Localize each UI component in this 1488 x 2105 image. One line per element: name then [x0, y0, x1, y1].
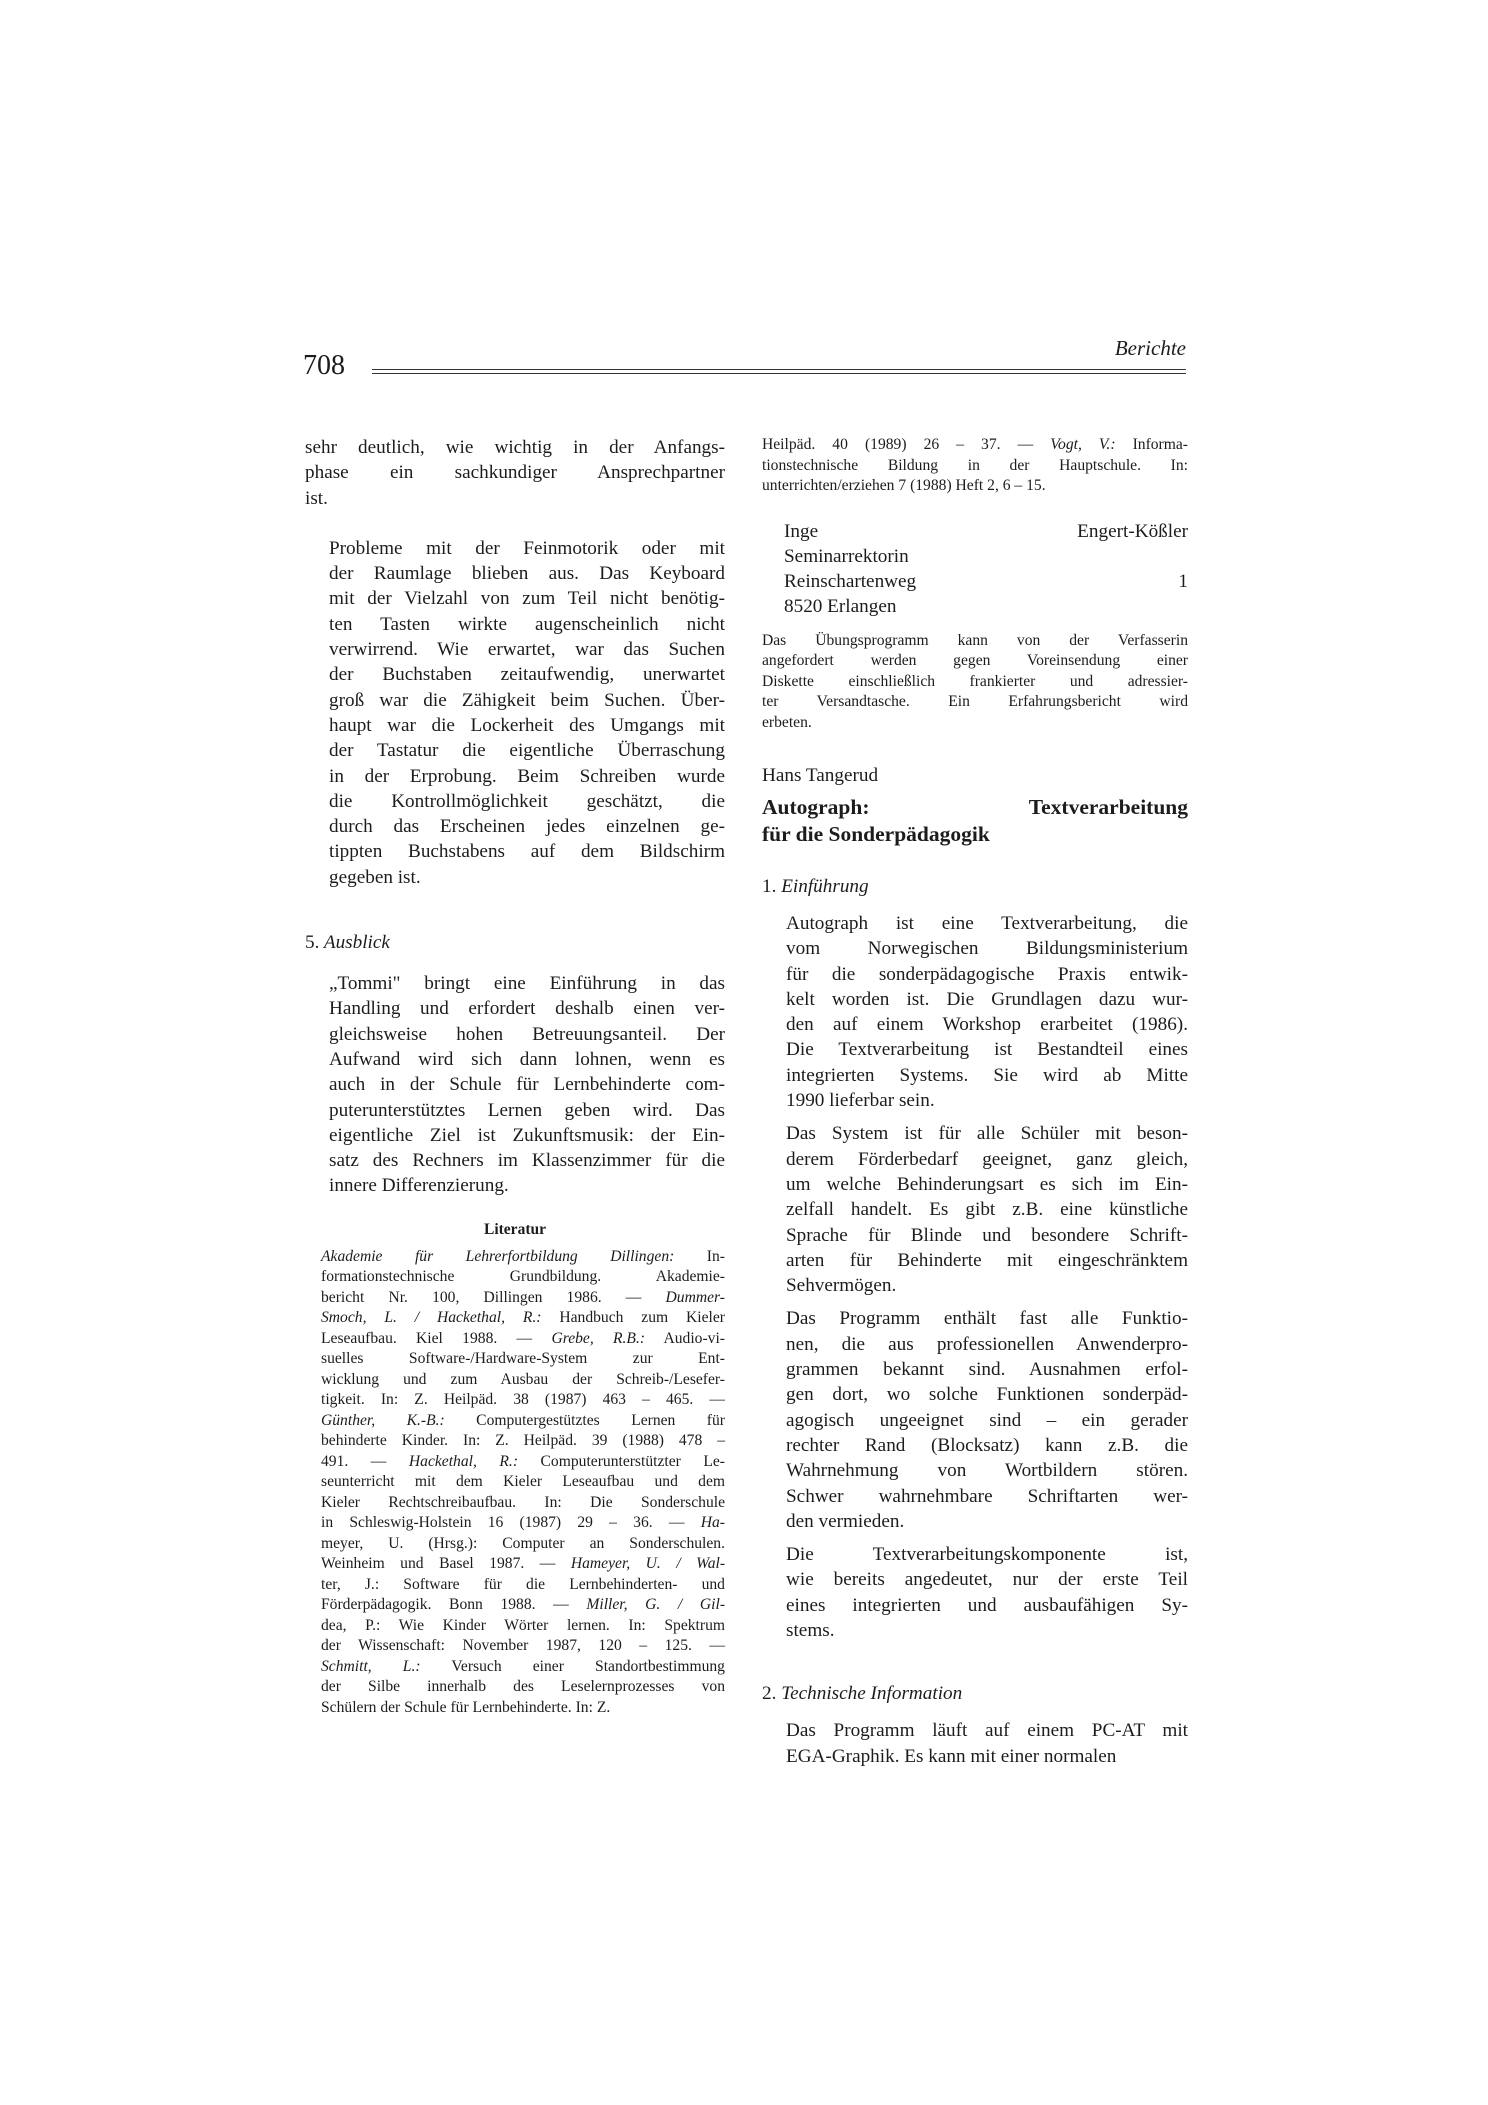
citation-text: Computerunterstützter Le- — [518, 1452, 725, 1470]
text-line: puterunterstütztes Lernen geben wird. Das — [329, 1099, 725, 1121]
paragraph — [762, 1542, 1188, 1643]
citation-text: (Hrsg.): Computer an Sonderschulen. — [403, 1534, 725, 1552]
text-line: „Tommi" bringt eine Einführung in das — [329, 973, 725, 995]
text-line: Probleme mit der Feinmotorik oder mit — [329, 537, 725, 559]
text-line: Autograph: Textverarbeitung — [762, 795, 1188, 819]
citation-text: Heilpäd. 40 (1989) 26 – 37. — — [762, 436, 1051, 453]
running-head: Berichte — [1114, 336, 1186, 360]
text-line: tippten Buchstabens auf dem Bildschirm — [329, 841, 725, 863]
text-line — [305, 1698, 725, 1719]
citation-text: Förderpädagogik. Bonn 1988. — — [321, 1596, 587, 1614]
text-line — [305, 1513, 725, 1534]
citation-author: Schmitt, L.: — [321, 1657, 421, 1675]
text-line: Seminarrektorin — [784, 545, 909, 567]
text-line — [305, 1554, 725, 1575]
text-line: für die sonderpädagogische Praxis entwik- — [786, 963, 1188, 985]
article-title — [762, 794, 1188, 848]
text-line: zelfall handelt. Es gibt z.B. eine künstliche — [786, 1199, 1188, 1221]
section-title: Technische Information — [781, 1683, 963, 1705]
citation-author: Günther, K.-B.: — [321, 1411, 445, 1429]
text-line — [305, 1636, 725, 1657]
section-title: Ausblick — [323, 932, 390, 954]
citation-text: suelles Software-/Hardware-System zur Ent- — [321, 1350, 725, 1368]
text-line: Das Programm enthält fast alle Funktio- — [786, 1308, 1188, 1330]
text-line: nen, die aus professionellen Anwenderpro- — [786, 1333, 1188, 1355]
citation-author: Hameyer, U. / Wal- — [570, 1555, 726, 1573]
text-line — [305, 1616, 725, 1637]
text-line: stems. — [786, 1620, 835, 1642]
text-line: den vermieden. — [786, 1510, 905, 1532]
section-heading — [305, 930, 725, 955]
citation-text: Computergestütztes Lernen für — [444, 1411, 725, 1429]
text-line — [305, 1657, 725, 1678]
text-line: gegeben ist. — [329, 866, 421, 888]
text-line: haupt war die Lockerheit des Umgangs mit — [329, 714, 725, 736]
text-line: Aufwand wird sich dann lohnen, wenn es — [329, 1048, 725, 1070]
text-line: erbeten. — [762, 713, 812, 731]
text-line: ter Versandtasche. Ein Erfahrungsbericht wird — [762, 693, 1188, 710]
text-line: kelt worden ist. Die Grundlagen dazu wur- — [786, 988, 1188, 1010]
text-line: gen dort, wo solche Funktionen sonderpäd- — [786, 1384, 1188, 1406]
text-line — [305, 1677, 725, 1698]
text-line — [305, 1288, 725, 1309]
text-line: phase ein sachkundiger Ansprechpartner — [305, 462, 725, 484]
text-line — [305, 1431, 725, 1452]
author-address — [784, 519, 1188, 619]
text-line — [305, 1595, 725, 1616]
text-line: wie bereits angedeutet, nur der erste Teil — [786, 1569, 1188, 1591]
text-line: satz des Rechners im Klassenzimmer für die — [329, 1150, 725, 1172]
text-line: ist. — [305, 487, 328, 509]
paragraph — [305, 536, 725, 890]
text-line: in der Erprobung. Beim Schreiben wurde — [329, 765, 725, 787]
text-line: Reinschartenweg 1 — [784, 570, 1188, 592]
citation-text: Informa- — [1115, 436, 1188, 453]
text-line — [762, 476, 1188, 497]
text-line: eigentliche Ziel ist Zukunftsmusik: der Ein- — [329, 1124, 725, 1146]
citation-text: behinderte Kinder. In: Z. Heilpäd. 39 (1988) 478 – — [321, 1432, 725, 1450]
citation-text: wicklung und zum Ausbau der Schreib-/Lesefer- — [321, 1370, 725, 1388]
literature-continuation — [762, 435, 1188, 497]
text-line: um welche Behinderungsart es sich im Ein- — [786, 1173, 1188, 1195]
citation-text: In- — [674, 1247, 725, 1265]
text-line: EGA-Graphik. Es kann mit einer normalen — [786, 1745, 1117, 1767]
text-line: Das Übungsprogramm kann von der Verfasserin — [762, 631, 1188, 649]
section-number: 2. — [762, 1683, 777, 1705]
text-line: agogisch ungeeignet sind – ein gerader — [786, 1409, 1188, 1431]
citation-text: formationstechnische Grundbildung. Akademie- — [321, 1268, 725, 1286]
paragraph — [762, 1306, 1188, 1534]
citation-author: Hackethal, R.: — [408, 1452, 519, 1470]
section-heading — [762, 874, 1188, 899]
text-line: Autograph ist eine Textverarbeitung, die — [786, 913, 1188, 934]
article-author: Hans Tangerud — [762, 765, 879, 786]
text-line: Das Programm läuft auf einem PC-AT mit — [786, 1720, 1188, 1742]
citation-text: tigkeit. In: Z. Heilpäd. 38 (1987) 463 – 465. — — [321, 1391, 725, 1409]
text-line: Sprache für Blinde und besondere Schrift- — [786, 1224, 1188, 1246]
citation-text: der Silbe innerhalb des Leselernprozesses von — [321, 1678, 725, 1696]
text-line: Das System ist für alle Schüler mit beson- — [786, 1123, 1188, 1145]
right-column — [762, 435, 1188, 1769]
page-number: 708 — [303, 350, 345, 381]
citation-author: Vogt, V.: — [1050, 436, 1116, 453]
citation-text: dea, P.: — [321, 1616, 381, 1634]
header-rule — [372, 369, 1186, 374]
text-line — [305, 1349, 725, 1370]
text-line: Handling und erfordert deshalb einen ver- — [329, 998, 725, 1020]
citation-text: unterrichten/erziehen 7 (1988) Heft 2, 6 – 15. — [762, 477, 1046, 494]
text-line: Wahrnehmung von Wortbildern stören. — [786, 1460, 1188, 1482]
text-line: Sehvermögen. — [786, 1275, 897, 1297]
text-line: grammen bekannt sind. Ausnahmen erfol- — [786, 1359, 1188, 1381]
text-line: durch das Erscheinen jedes einzelnen ge- — [329, 816, 725, 838]
citation-text: Software für die Lernbehinderten- und — [379, 1575, 725, 1593]
section-heading — [762, 1681, 1188, 1706]
text-line — [305, 1329, 725, 1350]
citation-author: Ha- — [700, 1514, 725, 1532]
text-line — [305, 1452, 725, 1473]
text-line — [305, 1534, 725, 1555]
section-title: Einführung — [781, 876, 869, 897]
text-line: auch in der Schule für Lernbehinderte com- — [329, 1074, 725, 1096]
citation-text: 491. — — [321, 1452, 409, 1470]
literature-list — [305, 1247, 725, 1719]
text-line: der Raumlage blieben aus. Das Keyboard — [329, 563, 725, 585]
citation-text: Kieler Rechtschreibaufbau. In: Die Sonderschule — [321, 1493, 725, 1511]
citation-text: Audio-vi- — [645, 1329, 725, 1347]
text-line: verwirrend. Wie erwartet, war das Suchen — [329, 639, 725, 661]
citation-text: Handbuch zum Kieler — [541, 1309, 725, 1327]
paragraph — [305, 971, 725, 1199]
text-line: für die Sonderpädagogik — [762, 822, 990, 846]
citation-text: Versuch einer Standortbestimmung — [420, 1657, 725, 1675]
text-line: Inge Engert-Kößler — [784, 520, 1188, 542]
citation-text: Wie Kinder Wörter lernen. In: Spektrum — [380, 1616, 725, 1634]
section-number: 5. — [305, 932, 320, 954]
paragraph — [762, 1121, 1188, 1298]
text-line: derem Förderbedarf geeignet, ganz gleich, — [786, 1148, 1188, 1170]
text-line: Die Textverarbeitungskomponente ist, — [786, 1544, 1188, 1566]
citation-author: Akademie für Lehrerfortbildung Dillingen: — [321, 1247, 675, 1265]
paragraph — [762, 1718, 1188, 1769]
text-line: sehr deutlich, wie wichtig in der Anfangs- — [305, 437, 725, 458]
citation-text: ter, J.: — [321, 1575, 380, 1593]
text-line — [762, 435, 1188, 456]
text-line: rechter Rand (Blocksatz) kann z.B. die — [786, 1434, 1188, 1456]
citation-text: Schülern der Schule für Lernbehinderte. In: Z. — [321, 1698, 611, 1716]
text-line: angefordert werden gegen Voreinsendung einer — [762, 652, 1188, 669]
text-line: die Kontrollmöglichkeit geschätzt, die — [329, 790, 725, 812]
text-line: 8520 Erlangen — [784, 595, 897, 617]
text-line: groß war die Zähigkeit beim Suchen. Über- — [329, 689, 725, 711]
text-line — [305, 1493, 725, 1514]
text-line: den auf einem Workshop erarbeitet (1986). — [786, 1014, 1188, 1036]
text-line — [305, 1267, 725, 1288]
citation-author: Smoch, L. / Hackethal, R.: — [321, 1309, 542, 1327]
citation-text: der Wissenschaft: November 1987, 120 – 125. — — [321, 1637, 725, 1655]
section-number: 1. — [762, 876, 777, 897]
literature-heading: Literatur — [484, 1220, 546, 1238]
citation-author: Grebe, R.B.: — [551, 1329, 646, 1347]
text-line — [305, 1575, 725, 1596]
text-line — [305, 1247, 725, 1268]
citation-text: Weinheim und Basel 1987. — — [321, 1555, 571, 1573]
text-line — [305, 1390, 725, 1411]
text-line — [305, 1411, 725, 1432]
left-column — [305, 435, 725, 1718]
text-line — [305, 1308, 725, 1329]
text-line — [305, 1472, 725, 1493]
citation-text: seunterricht mit dem Kieler Leseaufbau und dem — [321, 1473, 725, 1491]
citation-text: in Schleswig-Holstein 16 (1987) 29 – 36. — — [321, 1514, 701, 1532]
text-line: vom Norwegischen Bildungsministerium — [786, 938, 1188, 960]
text-line: 1990 lieferbar sein. — [786, 1090, 935, 1112]
text-line: Diskette einschließlich frankierter und adressier- — [762, 672, 1188, 690]
text-line — [305, 1370, 725, 1391]
text-line — [762, 456, 1188, 477]
citation-text: meyer, U. — [321, 1534, 404, 1552]
text-line: der Tastatur die eigentliche Überraschung — [329, 740, 725, 762]
citation-text: Leseaufbau. Kiel 1988. — — [321, 1329, 552, 1347]
paragraph — [305, 435, 725, 511]
citation-text: bericht Nr. 100, Dillingen 1986. — — [321, 1288, 666, 1306]
citation-author: Miller, G. / Gil- — [586, 1596, 726, 1614]
availability-note — [762, 631, 1188, 734]
text-line: Die Textverarbeitung ist Bestandteil eines — [786, 1039, 1188, 1061]
paragraph — [762, 911, 1188, 1113]
text-line: der Buchstaben zeitaufwendig, unerwartet — [329, 664, 725, 686]
citation-text: tionstechnische Bildung in der Hauptschule. In: — [762, 456, 1188, 474]
text-line: mit der Vielzahl von zum Teil nicht benötig- — [329, 588, 725, 610]
text-line: Schwer wahrnehmbare Schriftarten wer- — [786, 1485, 1188, 1507]
text-line: innere Differenzierung. — [329, 1175, 509, 1197]
text-line: integrierten Systems. Sie wird ab Mitte — [786, 1064, 1188, 1086]
citation-author: Dummer- — [665, 1288, 725, 1306]
text-line: gleichsweise hohen Betreuungsanteil. Der — [329, 1023, 725, 1045]
text-line: eines integrierten und ausbaufähigen Sy- — [786, 1594, 1188, 1616]
text-line: arten für Behinderte mit eingeschränktem — [786, 1249, 1188, 1271]
text-line: ten Tasten wirkte augenscheinlich nicht — [329, 613, 725, 635]
